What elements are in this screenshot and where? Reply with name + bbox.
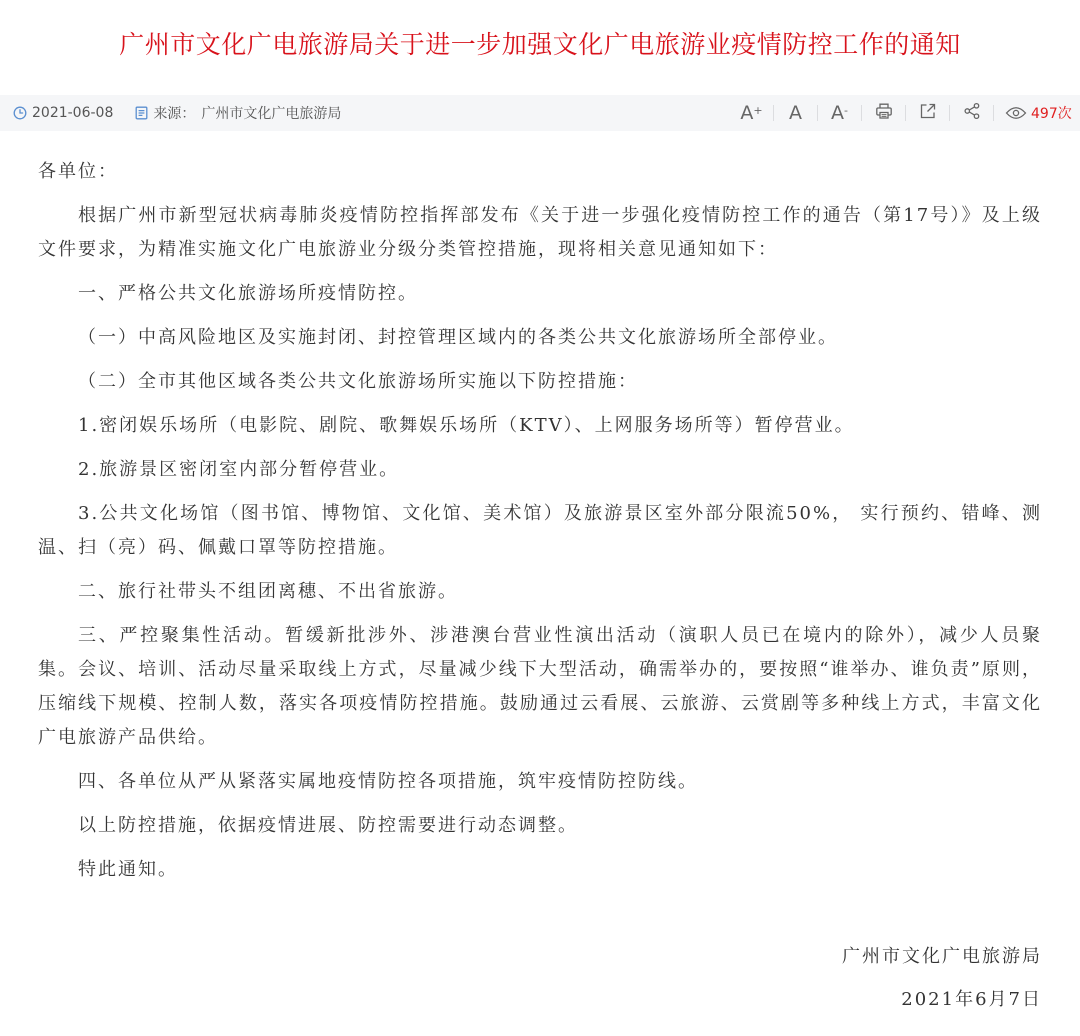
font-larger-letter: A bbox=[740, 101, 754, 124]
signature-org: 广州市文化广电旅游局 bbox=[842, 946, 1042, 967]
section-heading-1: 一、严格公共文化旅游场所疫情防控。 bbox=[78, 283, 418, 304]
subsection-2: （二）全市其他区域各类公共文化旅游场所实施以下防控措施： bbox=[78, 371, 638, 392]
font-default-letter: A bbox=[789, 101, 802, 124]
share-icon bbox=[963, 102, 981, 124]
closing-line: 特此通知。 bbox=[78, 859, 178, 880]
font-smaller-letter: A bbox=[831, 101, 844, 124]
measure-item-3: 3.公共文化场馆（图书馆、博物馆、文化馆、美术馆）及旅游景区室外部分限流50%， 实行预约、错峰、测温、扫（亮）码、佩戴口罩等防控措施。 bbox=[38, 503, 1042, 558]
intro-paragraph: 根据广州市新型冠状病毒肺炎疫情防控指挥部发布《关于进一步强化疫情防控工作的通告（第17号）》及上级文件要求，为精准实施文化广电旅游业分级分类管控措施，现将相关意见通知如下： bbox=[38, 205, 1042, 260]
article-meta-bar bbox=[0, 95, 1080, 131]
print-button[interactable] bbox=[862, 95, 905, 131]
document-icon bbox=[135, 106, 148, 120]
font-smaller-button[interactable] bbox=[818, 95, 861, 131]
signature-block bbox=[542, 940, 1042, 1026]
font-default-button[interactable] bbox=[774, 95, 817, 131]
article-body bbox=[38, 155, 1042, 925]
share-out-button[interactable] bbox=[906, 95, 949, 131]
measure-item-1: 1.密闭娱乐场所（电影院、剧院、歌舞娱乐场所（KTV）、上网服务场所等）暂停营业。 bbox=[78, 415, 855, 436]
section-heading-2: 二、旅行社带头不组团离穗、不出省旅游。 bbox=[78, 581, 458, 602]
font-larger-button[interactable] bbox=[730, 95, 773, 131]
view-count bbox=[994, 95, 1072, 131]
article-toolbar bbox=[730, 95, 1072, 131]
article-meta-info bbox=[13, 95, 341, 131]
adjustment-note: 以上防控措施，依据疫情进展、防控需要进行动态调整。 bbox=[78, 815, 578, 836]
measure-item-2: 2.旅游景区密闭室内部分暂停营业。 bbox=[78, 459, 400, 480]
font-smaller-mark: - bbox=[844, 103, 848, 117]
source-label: 来源： bbox=[153, 106, 196, 122]
article-title: 广州市文化广电旅游局关于进一步加强文化广电旅游业疫情防控工作的通知 bbox=[119, 30, 961, 59]
section-3-paragraph: 三、严控聚集性活动。暂缓新批涉外、涉港澳台营业性演出活动（演职人员已在境内的除外），减少人员聚集。会议、培训、活动尽量采取线上方式，尽量减少线下大型活动，确需举办的，要按照“谁举办、谁负责”原则，压缩线下规模、控制人数，落实各项疫情防控措施。鼓励通过云看展、云旅游、云赏剧等多种线上方式，丰富文化广电旅游产品供给。 bbox=[38, 625, 1042, 748]
share-button[interactable] bbox=[950, 95, 993, 131]
source-name: 广州市文化广电旅游局 bbox=[201, 106, 342, 122]
share-out-icon bbox=[919, 102, 937, 124]
signature-date: 2021年6月7日 bbox=[901, 989, 1042, 1010]
view-count-text: 497次 bbox=[1031, 106, 1072, 122]
print-icon bbox=[875, 102, 893, 124]
subsection-1: （一）中高风险地区及实施封闭、封控管理区域内的各类公共文化旅游场所全部停业。 bbox=[78, 327, 838, 348]
eye-icon bbox=[1005, 106, 1031, 120]
font-larger-mark: + bbox=[753, 103, 763, 117]
publish-date: 2021-06-08 bbox=[32, 105, 114, 121]
clock-icon bbox=[13, 106, 27, 120]
salutation: 各单位： bbox=[38, 161, 118, 182]
section-4-paragraph: 四、各单位从严从紧落实属地疫情防控各项措施，筑牢疫情防控防线。 bbox=[78, 771, 698, 792]
